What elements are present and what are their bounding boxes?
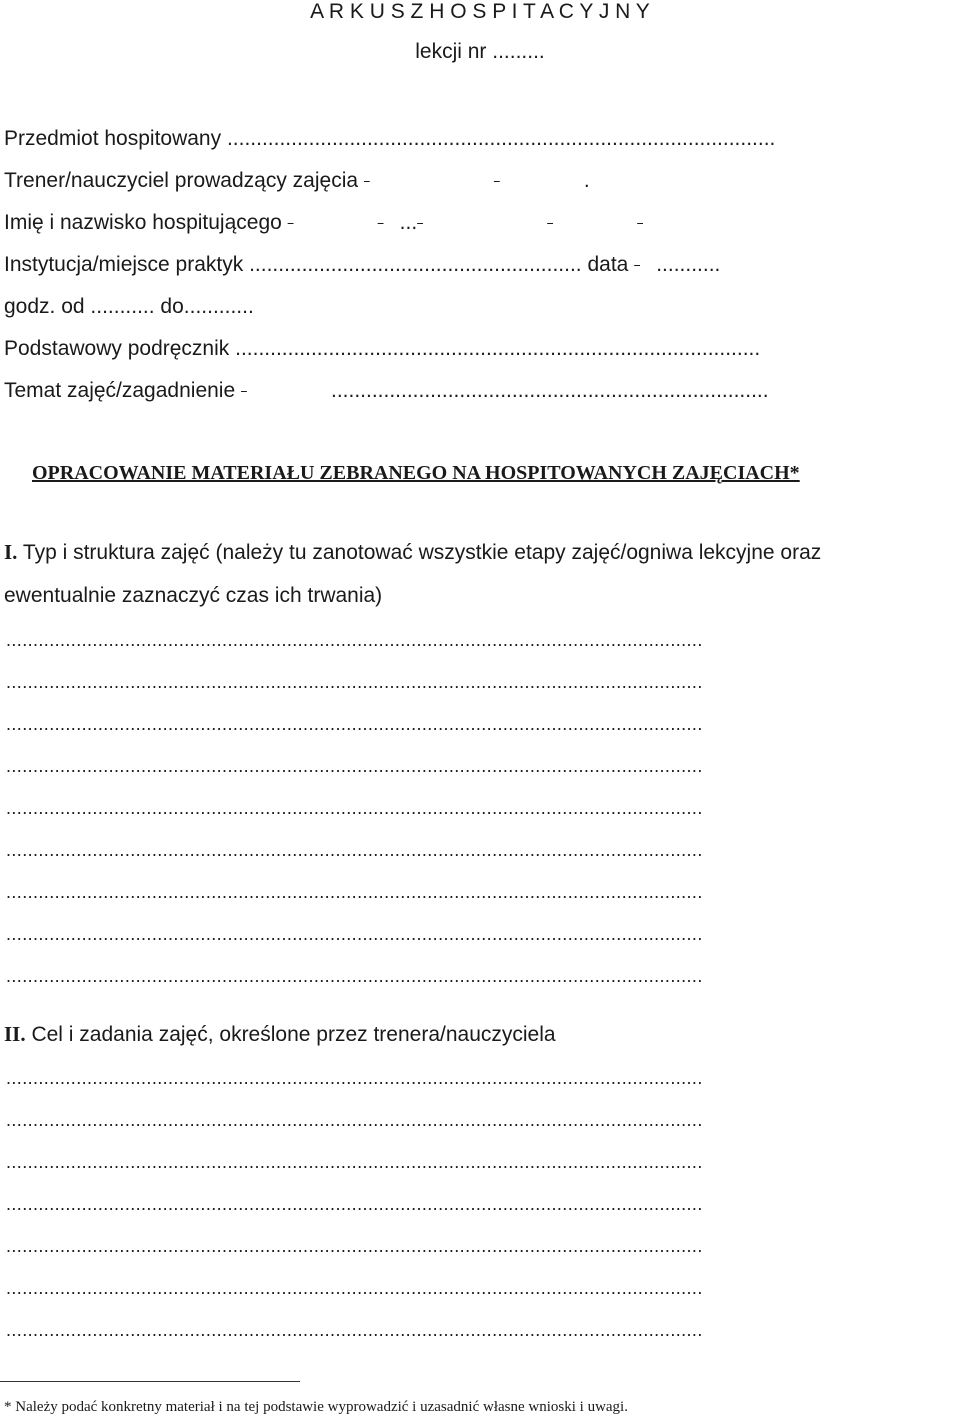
answer-line: ................................................................................................................................. <box>6 882 703 902</box>
section-2-text: Cel i zadania zajęć, określone przez trenera/nauczyciela <box>31 1023 556 1046</box>
textbook-field: Podstawowy podręcznik .......................................................................................... <box>4 337 761 360</box>
document-title: A R K U S Z H O S P I T A C Y J N Y <box>310 0 650 23</box>
answer-line: ................................................................................................................................. <box>6 1152 703 1172</box>
answer-line: ................................................................................................................................. <box>6 756 703 776</box>
answer-line: ................................................................................................................................. <box>6 1068 703 1088</box>
footnote-separator <box>0 1381 300 1382</box>
topic-label: Temat zajęć/zagadnienie <box>4 379 236 402</box>
inspector-label: Imię i nazwisko hospitującego <box>4 211 282 234</box>
answer-line: ................................................................................................................................. <box>6 714 703 734</box>
answer-line: ................................................................................................................................. <box>6 672 703 692</box>
institution-field <box>4 252 720 278</box>
subject-field: Przedmiot hospitowany .............................................................................................. <box>4 127 776 150</box>
section-2-title <box>4 1022 556 1047</box>
answer-line: ................................................................................................................................. <box>6 966 703 986</box>
lesson-number: lekcji nr ......... <box>415 40 545 63</box>
trainer-label: Trener/nauczyciel prowadzący zajęcia <box>4 169 359 192</box>
answer-line: ................................................................................................................................. <box>6 1194 703 1214</box>
section-1-text: Typ i struktura zajęć (należy tu zanotować wszystkie etapy zajęć/ogniwa lekcyjne oraz <box>22 541 822 564</box>
topic-dots: ........................................................................... <box>331 379 769 402</box>
trainer-field <box>4 168 590 194</box>
answer-line: ................................................................................................................................. <box>6 924 703 944</box>
topic-field <box>4 378 769 404</box>
answer-line: ................................................................................................................................. <box>6 1278 703 1298</box>
answer-line: ................................................................................................................................. <box>6 1110 703 1130</box>
section-heading: OPRACOWANIE MATERIAŁU ZEBRANEGO NA HOSPITOWANYCH ZAJĘCIACH* <box>32 462 800 484</box>
trainer-tail: . <box>583 169 590 192</box>
footnote: * Należy podać konkretny materiał i na tej podstawie wyprowadzić i uzasadnić własne wnioski i uwagi. <box>4 1399 628 1415</box>
section-2-number: II. <box>4 1022 26 1046</box>
inspector-field <box>4 210 659 236</box>
answer-line: ................................................................................................................................. <box>6 798 703 818</box>
section-1-title <box>4 540 821 565</box>
answer-line: ................................................................................................................................. <box>6 630 703 650</box>
institution-label: Instytucja/miejsce praktyk ......................................................... data <box>4 253 629 276</box>
trainer-blank <box>364 168 494 194</box>
time-field: godz. od ........... do............ <box>4 295 254 318</box>
section-1-number: I. <box>4 540 18 564</box>
inspector-dots: ... <box>399 211 418 234</box>
section-1-text-cont: ewentualnie zaznaczyć czas ich trwania) <box>4 584 383 607</box>
institution-date-dots: ........... <box>656 253 721 276</box>
answer-line: ................................................................................................................................. <box>6 1320 703 1340</box>
answer-line: ................................................................................................................................. <box>6 1236 703 1256</box>
answer-line: ................................................................................................................................. <box>6 840 703 860</box>
